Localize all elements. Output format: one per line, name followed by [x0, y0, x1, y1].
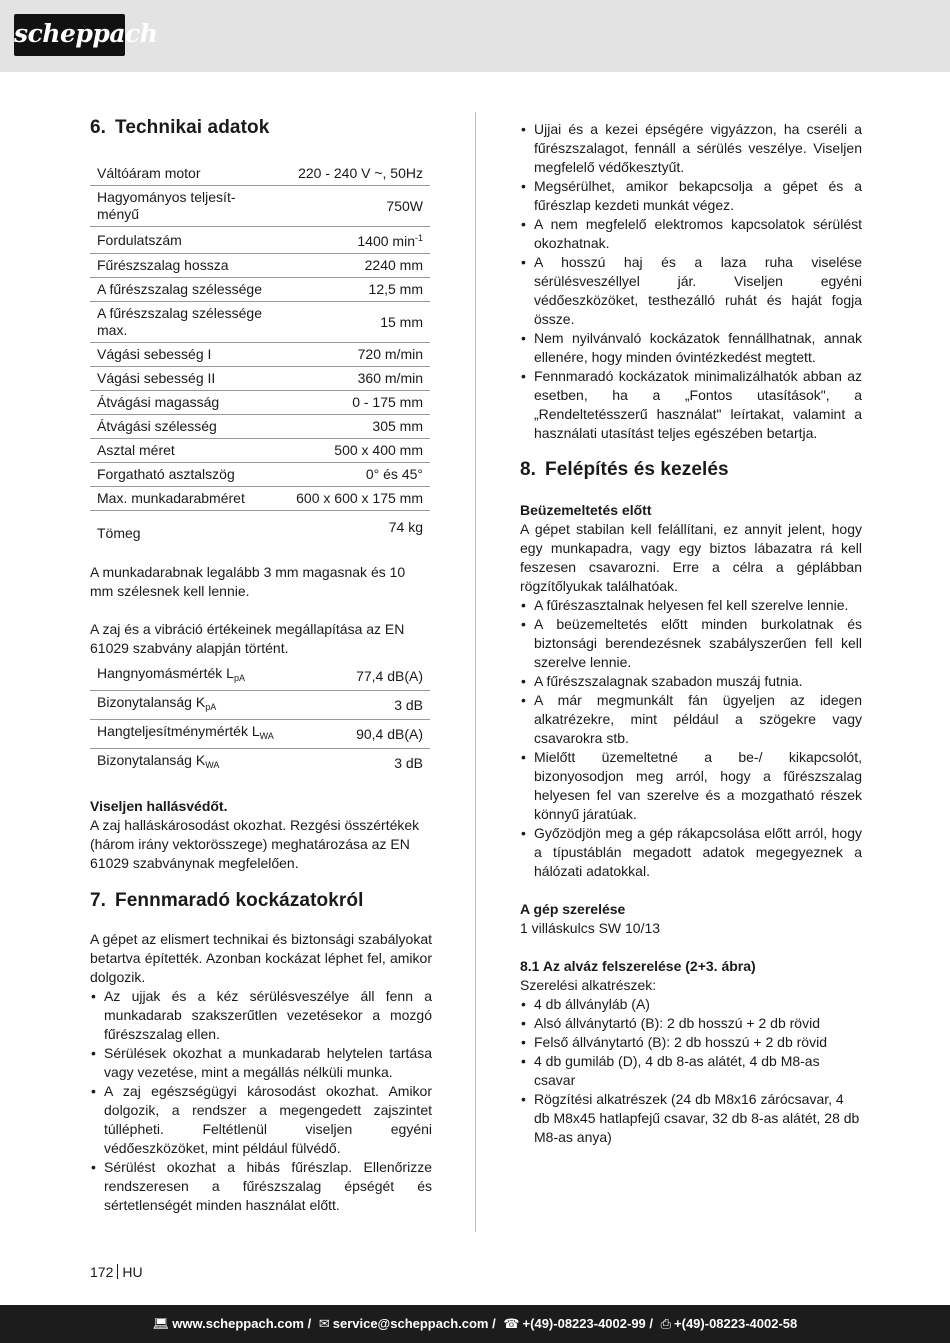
list-item: • Nem nyilvánvaló kockázatok fennállhatnak, annak ellenére, hogy minden óvintézkedést megtett.: [520, 329, 862, 367]
spec-label: Átvágási szélesség: [90, 415, 275, 439]
noise-value: 90,4 dB(A): [320, 720, 430, 749]
section-number: 6.: [90, 117, 107, 138]
spec-value: [275, 511, 430, 549]
page-num: 172: [90, 1264, 114, 1280]
sec7-intro: A gépet az elismert technikai és biztonsági szabályokat betartva építették. Azonban kockázat léphet fel, amikor dolgozik.: [90, 931, 432, 985]
spec-label: Fordulatszám: [90, 227, 275, 254]
left-column: [90, 112, 432, 1215]
spec-row: [90, 511, 430, 549]
list-item: • Megsérülhet, amikor bekapcsolja a gépet és a fűrészlap kezdeti munkát végez.: [520, 177, 862, 215]
list-item: • 4 db állványláb (A): [520, 995, 862, 1014]
noise-label: [90, 662, 320, 691]
spec-value: [275, 186, 430, 227]
technical-data-table: [90, 162, 430, 548]
footer-bar: [0, 1305, 950, 1343]
noise-label-sub: WA: [205, 760, 220, 770]
spec-value: [275, 367, 430, 391]
list-item: • Fennmaradó kockázatok minimalizálhatók abban az esetben, ha a „Fontos utasítások", a „Rendeltetésszerű használat" leírtakat, valamint a használati utasítást teljes egészében betartja.: [520, 367, 862, 443]
page-separator: [117, 1264, 118, 1279]
hearing-text: A zaj halláskárosodást okozhat. Rezgési összértékek (három irány vektorösszege) meghatározása az EN 61029 szabványnak megfelelően.: [90, 817, 420, 871]
spec-label: Asztal méret: [90, 439, 275, 463]
spec-value: [275, 463, 430, 487]
sub2-text: 1 villáskulcs SW 10/13: [520, 920, 661, 936]
spec-row: [90, 254, 430, 278]
spec-label: Vágási sebesség I: [90, 343, 275, 367]
list-item: • Felső állványtartó (B): 2 db hosszú + 2 db rövid: [520, 1033, 862, 1052]
spec-row: [90, 162, 430, 186]
noise-table: [90, 662, 430, 777]
section-title: Fennmaradó kockázatokról: [115, 890, 364, 911]
noise-label-sub: pA: [233, 673, 245, 683]
noise-value: 77,4 dB(A): [320, 662, 430, 691]
spec-row: [90, 227, 430, 254]
spec-row: [90, 415, 430, 439]
spec-value-text: 600 x 600 x 175 mm: [296, 490, 423, 506]
spec-row: [90, 487, 430, 511]
noise-label-text: Hangnyomásmérték L: [97, 665, 234, 681]
section-8-heading: [520, 459, 862, 481]
fax-number: +(49)-08223-4002-58: [674, 1316, 798, 1331]
spec-row: [90, 463, 430, 487]
spec-row: [90, 302, 430, 343]
section-number: 8.: [520, 459, 537, 480]
sub2-title: A gép szerelése: [520, 901, 626, 917]
language-code: HU: [122, 1264, 143, 1280]
section-6-heading: [90, 117, 432, 139]
sub3-bullet-list: [520, 995, 862, 1147]
spec-value: [275, 391, 430, 415]
sec7-bullet-list-cont: [520, 120, 862, 443]
noise-value: 3 dB: [320, 691, 430, 720]
workpiece-note: A munkadarabnak legalább 3 mm magasnak és 10 mm szélesnek kell lennie.: [90, 564, 406, 599]
page-number: [90, 1264, 143, 1280]
fax-icon: ⎙: [660, 1316, 672, 1331]
spec-row: [90, 186, 430, 227]
spec-value-text: 220 - 240 V ~, 50Hz: [298, 165, 423, 181]
noise-label-text: Hangteljesítménymérték L: [97, 723, 260, 739]
spec-label: Forgatható asztalszög: [90, 463, 275, 487]
computer-icon: 💻︎: [152, 1316, 170, 1331]
noise-row: [90, 691, 430, 720]
spec-label: Átvágási magasság: [90, 391, 275, 415]
spec-value: [275, 278, 430, 302]
section-title: Felépítés és kezelés: [545, 459, 729, 480]
email-link[interactable]: service@scheppach.com /: [332, 1316, 496, 1331]
noise-row: [90, 749, 430, 778]
spec-label: Tömeg: [97, 525, 141, 541]
spec-value-text: 720 m/min: [357, 346, 423, 362]
spec-value-text: 2240 mm: [364, 257, 423, 273]
right-column: [520, 120, 862, 1147]
list-item: • Sérülések okozhat a munkadarab helytelen tartása vagy vezetése, mint a megállás nélküli munka.: [90, 1044, 432, 1082]
spec-label: Vágási sebesség II: [90, 367, 275, 391]
phone-number: +(49)-08223-4002-99 /: [522, 1316, 653, 1331]
spec-value: [275, 415, 430, 439]
section-number: 7.: [90, 890, 107, 911]
mail-icon: ✉: [318, 1316, 330, 1331]
list-item: • A beüzemeltetés előtt minden burkolatnak és biztonsági berendezésnek szabályszerűen fell kell szerelve lennie.: [520, 615, 862, 672]
spec-value-text: 360 m/min: [357, 370, 423, 386]
spec-value-text: 1400 min: [357, 233, 415, 249]
spec-value-text: 0° és 45°: [365, 466, 423, 482]
scheppach-logo: scheppach: [14, 14, 125, 56]
spec-value: [275, 302, 430, 343]
list-item: • Az ujjak és a kéz sérülésveszélye áll fenn a munkadarab szakszerűtlen vezetésekor a mozgó fűrészszalag ellen.: [90, 987, 432, 1044]
spec-value-text: 500 x 400 mm: [334, 442, 423, 458]
sub1-text: A gépet stabilan kell felállítani, ez annyit jelent, hogy egy munkapadra, vagy egy biztos lábazatra rá kell feszesen csavarozni. Erre a célra a géplábban rögzítőlyukak találhatóak.: [520, 521, 862, 594]
spec-row: [90, 439, 430, 463]
noise-note: A zaj és a vibráció értékeinek megállapítása az EN 61029 szabvány alapján történt.: [90, 621, 405, 656]
noise-label: [90, 720, 320, 749]
section-7-heading: [90, 890, 432, 912]
phone-icon: ☎: [503, 1316, 520, 1331]
sub1-bullet-list: [520, 596, 862, 881]
spec-value: [275, 162, 430, 186]
list-item: • A hosszú haj és a laza ruha viselése sérülésveszéllyel jár. Viseljen egyéni védőeszközöket, testhezálló ruhát és haját fogja össze.: [520, 253, 862, 329]
list-item: • A zaj egészségügyi károsodást okozhat. Amikor dolgozik, a rendszer a megengedett zajszintet túllépheti. Feltétlenül viseljen egyéni védőeszközöket, mint például fülvédő.: [90, 1082, 432, 1158]
spec-value-text: 750W: [386, 197, 423, 214]
spec-label: Fűrészszalag hossza: [90, 254, 275, 278]
list-item: • Ujjai és a kezei épségére vigyázzon, ha cseréli a fűrészszalagot, fennáll a sérülés veszélye. Viseljen megfelelő védőkesztyűt.: [520, 120, 862, 177]
spec-value: [275, 343, 430, 367]
noise-label-text: Bizonytalanság K: [97, 694, 206, 710]
sub3-title: 8.1 Az alváz felszerelése (2+3. ábra): [520, 958, 756, 974]
sec7-bullet-list: [90, 987, 432, 1215]
noise-row: [90, 720, 430, 749]
noise-label: [90, 691, 320, 720]
spec-label: Hagyományos teljesít- ményű: [90, 186, 275, 227]
list-item: • Mielőtt üzemeltetné a be-/ kikapcsolót, bizonyosodjon meg arról, hogy a fűrészszalag helyesen fel van szerelve és a mozgatható részek könnyű járatúak.: [520, 748, 862, 824]
list-item: • A nem megfelelő elektromos kapcsolatok sérülést okozhatnak.: [520, 215, 862, 253]
spec-label: Max. munkadarabméret: [90, 487, 275, 511]
hearing-title: Viseljen hallásvédőt.: [90, 798, 228, 814]
spec-label: Váltóáram motor: [90, 162, 275, 186]
column-divider: [475, 112, 476, 1232]
spec-row: [90, 278, 430, 302]
list-item: • Győzödjön meg a gép rákapcsolása előtt arról, hogy a típustáblán megadott adatok megegyeznek a hálózati adatokkal.: [520, 824, 862, 881]
spec-row: [90, 391, 430, 415]
sub3-text: Szerelési alkatrészek:: [520, 977, 657, 993]
website-link[interactable]: www.scheppach.com /: [172, 1316, 312, 1331]
spec-value-text: 15 mm: [380, 313, 423, 330]
spec-value-sup: -1: [414, 233, 423, 243]
spec-row: [90, 343, 430, 367]
spec-row: [90, 367, 430, 391]
spec-value-text: 12,5 mm: [368, 281, 423, 297]
noise-row: [90, 662, 430, 691]
list-item: • A már megmunkált fán ügyeljen az idegen alkatrézekre, mint például a szögekre vagy csavarokra stb.: [520, 691, 862, 748]
spec-value: [275, 439, 430, 463]
spec-label: A fűrészszalag szélessége max.: [90, 302, 275, 343]
noise-label: [90, 749, 320, 778]
spec-value: [275, 487, 430, 511]
spec-value-text: 74 kg: [388, 519, 423, 535]
sub1-title: Beüzemeltetés előtt: [520, 502, 652, 518]
noise-label-text: Bizonytalanság K: [97, 752, 206, 768]
noise-label-sub: pA: [205, 702, 217, 712]
list-item: • A fűrészszalagnak szabadon muszáj futnia.: [520, 672, 862, 691]
list-item: • Rögzítési alkatrészek (24 db M8x16 zárócsavar, 4 db M8x45 hatlapfejű csavar, 32 db 8-as alátét, 28 db M8-as anya): [520, 1090, 862, 1147]
header-bar: [0, 0, 950, 72]
noise-value: 3 dB: [394, 754, 423, 771]
spec-value-text: 305 mm: [372, 418, 423, 434]
noise-label-sub: WA: [259, 731, 274, 741]
section-title: Technikai adatok: [115, 117, 270, 138]
spec-value-text: 0 - 175 mm: [352, 394, 423, 410]
list-item: • Alsó állványtartó (B): 2 db hosszú + 2 db rövid: [520, 1014, 862, 1033]
spec-value: [275, 227, 430, 254]
list-item: • A fűrészasztalnak helyesen fel kell szerelve lennie.: [520, 596, 862, 615]
list-item: • 4 db gumiláb (D), 4 db 8-as alátét, 4 db M8-as csavar: [520, 1052, 862, 1090]
spec-label: A fűrészszalag szélessége: [90, 278, 275, 302]
list-item: • Sérülést okozhat a hibás fűrészlap. Ellenőrizze rendszeresen a fűrészszalag épségét és sértetlenségét minden használat előtt.: [90, 1158, 432, 1215]
spec-value: [275, 254, 430, 278]
